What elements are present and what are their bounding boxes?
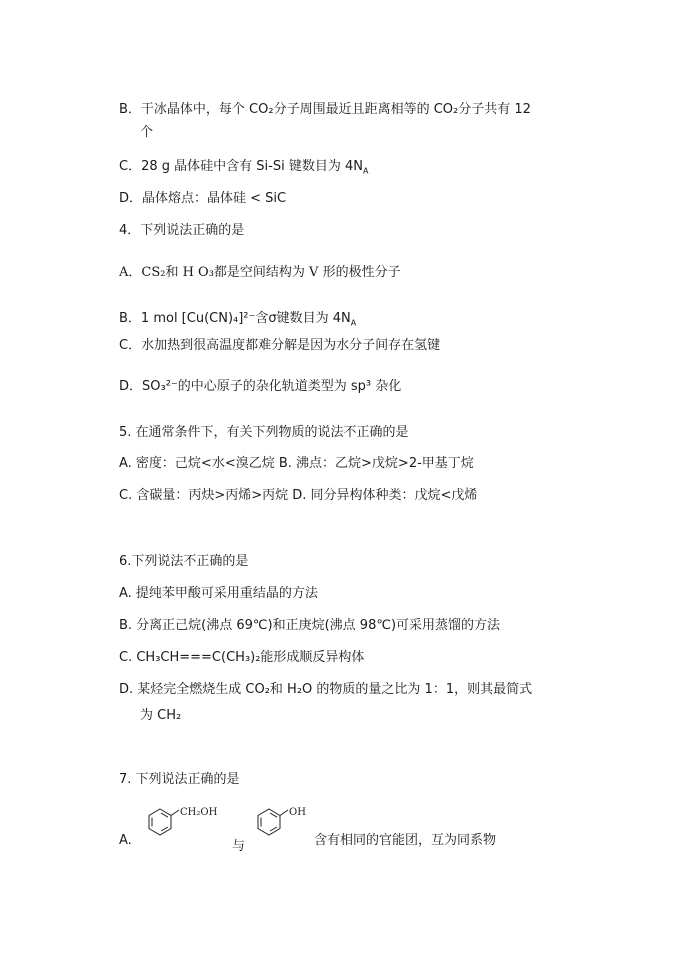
q5-options-cd: C. 含碳量：丙炔>丙烯>丙烷 D. 同分异构体种类：戊烷<戊烯 xyxy=(119,488,478,503)
q4-option-a: A．CS₂和 H O₃都是空间结构为 V 形的极性分子 xyxy=(119,265,401,280)
q3-option-b: B．干冰晶体中，每个 CO₂分子周围最近且距离相等的 CO₂分子共有 12 xyxy=(119,102,531,117)
q6-option-d-cont: 为 CH₂ xyxy=(140,708,182,723)
q4-option-c: C．水加热到很高温度都难分解是因为水分子间存在氢键 xyxy=(119,338,441,353)
oh-label: OH xyxy=(289,807,306,818)
ch2oh-label: CH₂OH xyxy=(180,807,218,818)
q6-option-a: A. 提纯苯甲酸可采用重结晶的方法 xyxy=(119,586,318,601)
q6-option-d: D. 某烃完全燃烧生成 CO₂和 H₂O 的物质的量之比为 1：1，则其最简式 xyxy=(119,682,533,697)
benzyl-alcohol-structure xyxy=(143,806,223,842)
q6-stem: 6.下列说法不正确的是 xyxy=(119,554,249,569)
phenol-structure xyxy=(252,806,312,842)
q6-option-b: B. 分离正己烷(沸点 69℃)和正庚烷(沸点 98℃)可采用蒸馏的方法 xyxy=(119,618,501,633)
q4-stem: 4．下列说法正确的是 xyxy=(119,223,245,238)
q6-option-c: C. CH₃CH===C(CH₃)₂能形成顺反异构体 xyxy=(119,650,365,665)
q7-stem: 7. 下列说法正确的是 xyxy=(119,772,240,787)
q3-option-c: C．28 g 晶体硅中含有 Si-Si 键数目为 $4N_A$ xyxy=(119,159,369,176)
q7-connector: 与 xyxy=(232,839,246,854)
q3-option-b-cont: 个 xyxy=(140,125,154,140)
q5-stem: 5. 在通常条件下，有关下列物质的说法不正确的是 xyxy=(119,425,409,440)
q5-options-ab: A. 密度：己烷<水<溴乙烷 B. 沸点：乙烷>戊烷>2-甲基丁烷 xyxy=(119,456,474,471)
q7-option-a-label: A. xyxy=(119,833,132,848)
q3-option-d: D．晶体熔点：晶体硅 < SiC xyxy=(119,191,287,206)
q7-option-a-statement: 含有相同的官能团，互为同系物 xyxy=(314,833,497,848)
q4-option-b: B．1 mol [Cu(CN)₄]²⁻含σ键数目为 $4N_A$ xyxy=(119,311,357,328)
q4-option-d: D．SO₃²⁻的中心原子的杂化轨道类型为 sp³ 杂化 xyxy=(119,379,402,394)
